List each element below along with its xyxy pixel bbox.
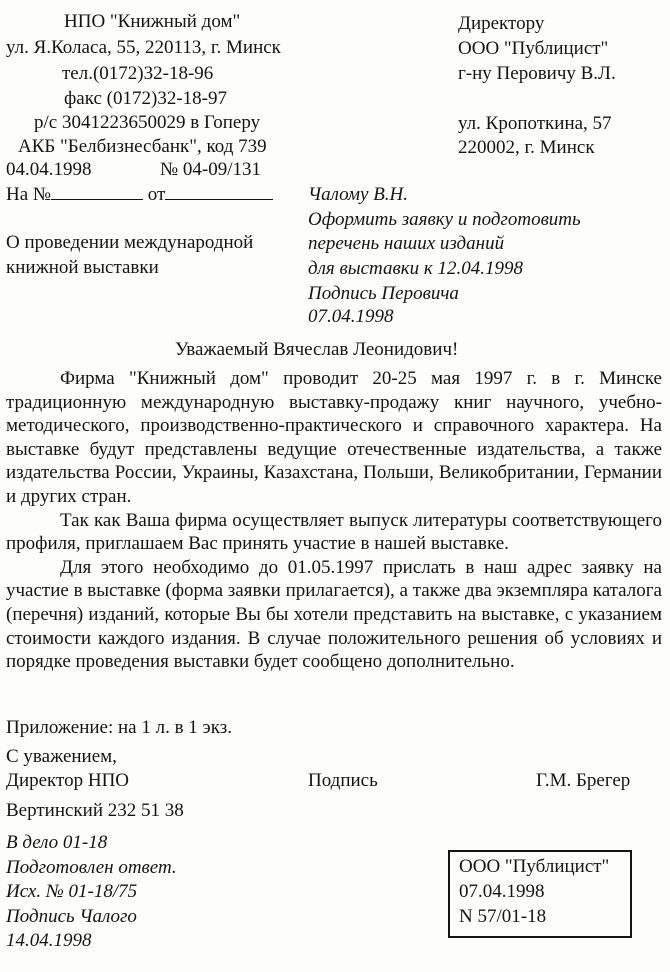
letter-number: № 04-09/131 xyxy=(160,159,261,180)
recipient-line-3: г-ну Перовичу В.Л. xyxy=(458,63,616,84)
registration-stamp xyxy=(448,850,632,938)
letter-date: 04.04.1998 xyxy=(6,159,92,180)
filing-note-line-3: Исх. № 01-18/75 xyxy=(6,881,138,902)
stamp-date: 07.04.1998 xyxy=(459,881,545,902)
body-paragraph-1: Фирма "Книжный дом" проводит 20-25 мая 1997 г. в г. Минске традиционную международную выставку-продажу книг научного, учебно-методического, производственно-практического и справочного характера. На выставке будут представлены ведущие отечественные издательства, а также издательства России, Украины, Казахстана, Польши, Великобритании, Германии и других стран. xyxy=(6,368,662,507)
reference-date-label: от xyxy=(147,184,166,205)
attachment-note: Приложение: на 1 л. в 1 экз. xyxy=(6,717,232,738)
sender-phone: тел.(0172)32-18-96 xyxy=(62,63,214,84)
closing-phrase: С уважением, xyxy=(6,746,117,767)
body-paragraph-2: Так как Ваша фирма осуществляет выпуск литературы соответствующего профиля, приглашаем Вас принять участие в нашей выставке. xyxy=(6,509,662,555)
sender-account: р/с 3041223650029 в Гоперу xyxy=(34,112,261,133)
subject-line-1: О проведении международной xyxy=(6,232,254,253)
recipient-line-5: 220002, г. Минск xyxy=(458,137,595,158)
resolution-line-3: перечень наших изданий xyxy=(308,233,505,254)
resolution-line-6: 07.04.1998 xyxy=(308,306,394,327)
sender-org: НПО "Книжный дом" xyxy=(64,11,241,32)
resolution-line-2: Оформить заявку и подготовить xyxy=(308,209,581,230)
signatory-name: Г.М. Брегер xyxy=(536,770,631,791)
recipient-line-1: Директору xyxy=(458,13,545,34)
reference-number-blank xyxy=(51,183,143,200)
sender-bank: АКБ "Белбизнесбанк", код 739 xyxy=(18,136,267,157)
filing-note-line-2: Подготовлен ответ. xyxy=(6,857,177,878)
recipient-line-4: ул. Кропоткина, 57 xyxy=(458,113,612,134)
salutation: Уважаемый Вячеслав Леонидович! xyxy=(175,339,459,360)
stamp-org: ООО "Публицист" xyxy=(459,856,610,877)
sender-address: ул. Я.Коласа, 55, 220113, г. Минск xyxy=(6,37,281,58)
reference-line xyxy=(6,183,273,207)
body-paragraph-3: Для этого необходимо до 01.05.1997 прислать в наш адрес заявку на участие в выставке (форма заявки прилагается), а также два экземпляра каталога (перечня) изданий, которые Вы бы хотели представить на выставке, с указанием стоимости каждого издания. В случае положительного решения об условиях и порядке проведения выставки будет сообщено дополнительно. xyxy=(6,556,662,673)
reference-date-blank xyxy=(165,183,273,200)
signatory-position: Директор НПО xyxy=(6,770,130,791)
resolution-line-5: Подпись Перовича xyxy=(308,283,459,304)
reference-number-label: На № xyxy=(6,184,52,205)
subject-line-2: книжной выставки xyxy=(6,257,159,278)
signature: Подпись xyxy=(308,770,378,791)
recipient-line-2: ООО "Публицист" xyxy=(458,38,609,59)
letter-body xyxy=(6,367,662,674)
filing-note-line-1: В дело 01-18 xyxy=(6,832,108,853)
filing-note-line-5: 14.04.1998 xyxy=(6,930,92,951)
resolution-line-4: для выставки к 12.04.1998 xyxy=(308,258,524,279)
sender-fax: факс (0172)32-18-97 xyxy=(64,88,227,109)
filing-note-line-4: Подпись Чалого xyxy=(6,906,137,927)
executor-contact: Вертинский 232 51 38 xyxy=(6,800,184,821)
resolution-line-1: Чалому В.Н. xyxy=(308,184,409,205)
stamp-number: N 57/01-18 xyxy=(459,906,547,927)
